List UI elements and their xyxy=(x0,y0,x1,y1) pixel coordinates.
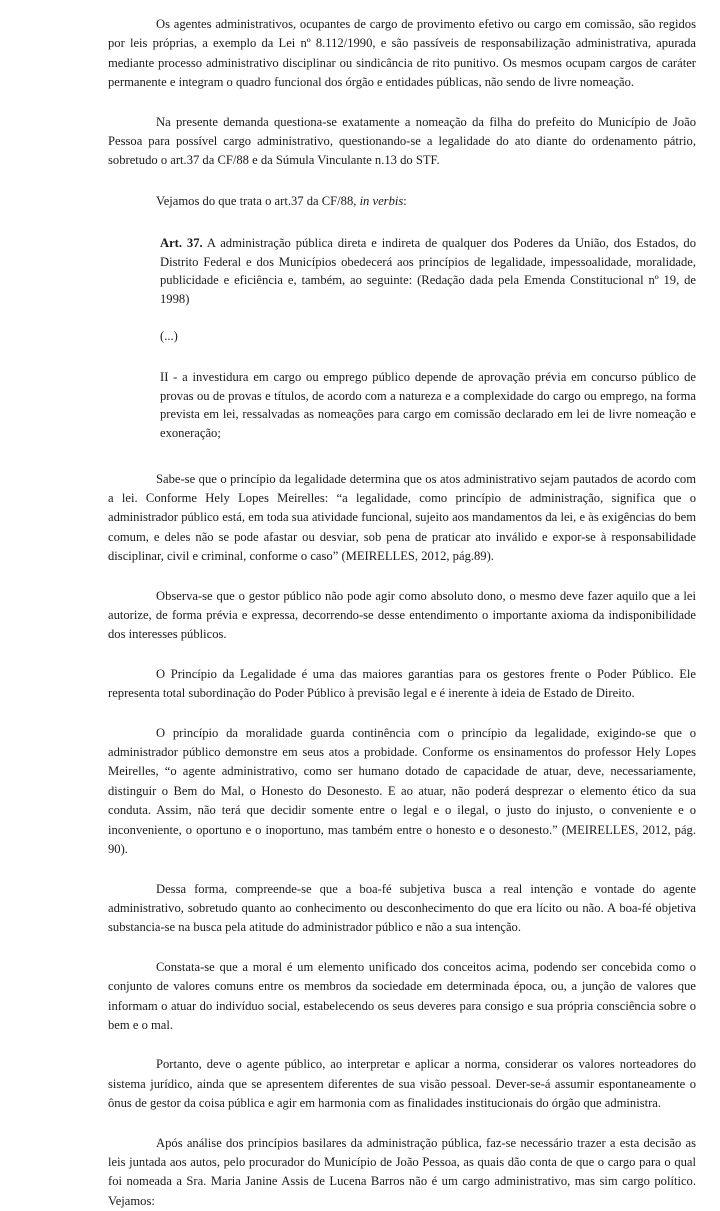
citation-article xyxy=(160,234,696,308)
paragraph-agente-publico: Portanto, deve o agente público, ao interpretar e aplicar a norma, considerar os valores norteadores do sistema jurídico, ainda que se apresentem diferentes de sua visão pessoal. Dever-se-á assumir espontaneamente o ônus de gestor da coisa pública e agir em harmonia com as finalidades institucionais do órgão que administra. xyxy=(108,1057,696,1111)
citation-ellipsis: (...) xyxy=(160,328,178,343)
paragraph-apos-analise: Após análise dos princípios basilares da administração pública, faz-se necessário trazer a esta decisão as leis juntada aos autos, pelo procurador do Município de João Pessoa, as quais dão conta de que o cargo para o qual foi nomeada a Sra. Maria Janine Assis de Lucena Barros não é um cargo administrativo, mas sim cargo político. Vejamos: xyxy=(108,1135,696,1208)
paragraph-principio-moralidade: O princípio da moralidade guarda continência com o princípio da legalidade, exigindo-se que o administrador público demonstre em seus atos a probidade. Conforme os ensinamentos do professor Hely Lopes Meirelles, “o agente administrativo, como ser humano dotado de capacidade de atuar, deve, necessariamente, distinguir o Bem do Mal, o Honesto do Desonesto. E ao atuar, não poderá desprezar o elemento ético da sua conduta. Assim, não terá que decidir somente entre o legal e o ilegal, o justo do injusto, o conveniente e o inconveniente, o oportuno e o inoportuno, mas também entre o honesto e o desonesto.” (MEIRELLES, 2012, pág. 90). xyxy=(108,725,696,857)
intro-in-verbis: in verbis xyxy=(359,193,404,208)
citation-article-text: A administração pública direta e indireta de qualquer dos Poderes da União, dos Estados, do Distrito Federal e dos Municípios obedecerá aos princípios de legalidade, impessoalidade, moralidade, publicidade e eficiência e, também, ao seguinte: (Redação dada pela Emenda Constitucional nº 19, de 1998) xyxy=(160,236,696,307)
paragraph-agentes-administrativos: Os agentes administrativos, ocupantes de cargo de provimento efetivo ou cargo em comissão, são regidos por leis próprias, a exemplo da Lei nº 8.112/1990, e são passíveis de responsabilização administrativa, apurada mediante processo administrativo disciplinar ou sindicância de rito punitivo. Os mesmos ocupam cargos de caráter permanente e integram o quadro funcional dos órgão e entidades públicas, não sendo de livre nomeação. xyxy=(108,17,696,90)
paragraph-presente-demanda: Na presente demanda questiona-se exatamente a nomeação da filha do prefeito do Município de João Pessoa para possível cargo administrativo, questionando-se a legalidade do ato diante do ordenamento pátrio, sobretudo o art.37 da CF/88 e da Súmula Vinculante n.13 do STF. xyxy=(108,114,696,168)
paragraph-garantias-gestores: O Princípio da Legalidade é uma das maiores garantias para os gestores frente o Poder Público. Ele representa total subordinação do Poder Público à previsão legal e é inerente à ideia de Estado de Direito. xyxy=(108,666,696,701)
paragraph-moral-elemento: Constata-se que a moral é um elemento unificado dos conceitos acima, podendo ser concebida como o conjunto de valores comuns entre os membros da sociedade em determinada época, ou, a junção de valores que informam o atuar do indivíduo social, estabelecendo os seus deveres para consigo e sua própria consciência sobre o bem e o mal. xyxy=(108,959,696,1032)
intro-text: Vejamos do que trata o art.37 da CF/88, xyxy=(156,193,360,208)
block-quote-art37 xyxy=(160,234,696,442)
intro-colon: : xyxy=(403,193,407,208)
paragraph-gestor-publico: Observa-se que o gestor público não pode agir como absoluto dono, o mesmo deve fazer aquilo que a lei autorize, de forma prévia e expressa, decorrendo-se desse entendimento o importante axioma da indisponibilidade dos interesses públicos. xyxy=(108,588,696,642)
paragraph-boa-fe: Dessa forma, compreende-se que a boa-fé subjetiva busca a real intenção e vontade do agente administrativo, sobretudo quanto ao conhecimento ou desconhecimento do que era lícito ou não. A boa-fé objetiva substancia-se na busca pela atitude do administrador público e não a sua intenção. xyxy=(108,881,696,935)
paragraph-intro-art37 xyxy=(108,192,696,211)
citation-item-ii: II - a investidura em cargo ou emprego público depende de aprovação prévia em concurso público de provas ou de provas e títulos, de acordo com a natureza e a complexidade do cargo ou emprego, na forma prevista em lei, ressalvadas as nomeações para cargo em comissão declarado em lei de livre nomeação e exoneração; xyxy=(160,370,696,440)
paragraph-principio-legalidade: Sabe-se que o princípio da legalidade determina que os atos administrativo sejam pautados de acordo com a lei. Conforme Hely Lopes Meirelles: “a legalidade, como princípio de administração, significa que o administrador público está, em toda sua atividade funcional, sujeito aos mandamentos da lei, e às exigências do bem comum, e deles não se pode afastar ou desviar, sob pena de praticar ato inválido e expor-se à responsabilidade disciplinar, civil e criminal, conforme o caso” (MEIRELLES, 2012, pág.89). xyxy=(108,471,696,564)
citation-article-label: Art. 37. xyxy=(160,236,203,251)
